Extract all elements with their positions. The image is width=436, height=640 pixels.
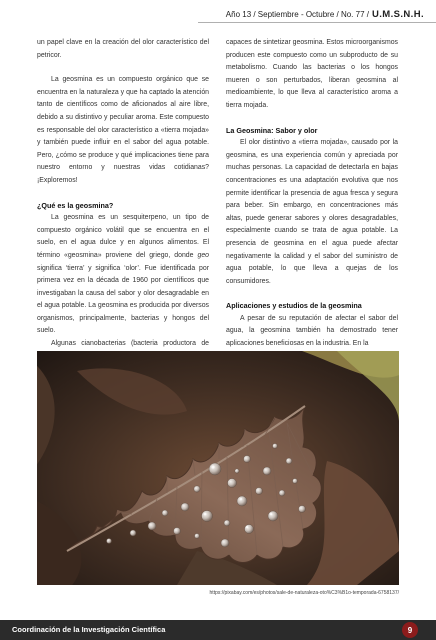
paragraph: A pesar de su reputación de afectar el sabor del agua, la geosmina también ha demostrado tener aplicaciones beneficiosas en la industria. En la (226, 314, 398, 348)
text-run: significa ‘tierra’ y significa ‘olor’. Fue identificada por primera vez en la década de 1960 por científicos que investigaban la causa del sabor y olor desagradable en el agua potable. La geosmina es producida por diversos organismos, principalmente, bacterias y hongos del suelo. (37, 264, 209, 335)
wet-oak-leaf-photo (37, 351, 399, 585)
section-heading: Aplicaciones y estudios de la geosmina (226, 301, 362, 311)
right-column (226, 37, 398, 351)
paragraph: Algunas cianobacterias (bacteria productora de (51, 340, 209, 348)
footer-text: Coordinación de la Investigación Científica (12, 625, 166, 634)
italic-term: geo (197, 251, 209, 259)
issue-info: Año 13 / Septiembre - Octubre / No. 77 / (225, 10, 369, 19)
paragraph: capaces de sintetizar geosmina. Estos microorganismos producen este compuesto como un subproducto de su metabolismo. Cuando las bacterias o los hongos mueren o son perturbados, liberan geosmina al medioambiente, lo que lleva al característico aroma a tierra mojada. (226, 39, 398, 109)
running-header (226, 9, 424, 20)
left-column (37, 37, 209, 363)
section-heading: La Geosmina: Sabor y olor (226, 125, 318, 135)
section-heading: ¿Qué es la geosmina? (37, 200, 114, 210)
paragraph: La geosmina es un compuesto orgánico que se encuentra en la naturaleza y que ha captado la atención tanto de científicos como de aficionados al aire libre, debido a su distintivo y peculiar aroma. Este compuesto es responsable del olor característico a «tierra mojada» y también puede influir en el sabor del agua potable. Pero, ¿cómo se produce y qué implicaciones tiene para nuestro entorno y nuestras vidas cotidianas? ¡Exploremos! (37, 76, 209, 184)
paragraph: El olor distintivo a «tierra mojada», causado por la geosmina, es una experiencia común y apreciada por muchas personas. La capacidad de detectarla en bajas concentraciones es una adaptación evolutiva que nos permite identificar la presencia de agua fresca y segura para beber. Sin embargo, en concentraciones más altas, puede generar sabores y olores desagradables, especialmente cuando se trata de agua potable. La presencia de geosmina en el agua puede afectar negativamente la calidad y el sabor del suministro de agua potable, lo que lleva a quejas de los consumidores. (226, 139, 398, 285)
image-credit: https://pixabay.com/es/photos/sale-de-naturaleza-oto%C3%B1o-temporada-6758137/ (209, 590, 399, 596)
institution-name: U.M.S.N.H. (371, 9, 424, 20)
page-number-badge: 9 (402, 622, 418, 638)
paragraph (37, 212, 209, 338)
paragraph: un papel clave en la creación del olor característico del petricor. (37, 39, 209, 59)
page-footer (0, 620, 436, 640)
header-rule (198, 22, 436, 23)
text-run: La geosmina es un sesquiterpeno, un tipo de compuesto orgánico volátil que se encuentra en el suelo, en el agua dulce y en algunos alimentos. El término «geosmina» proviene del griego, donde (37, 214, 209, 259)
